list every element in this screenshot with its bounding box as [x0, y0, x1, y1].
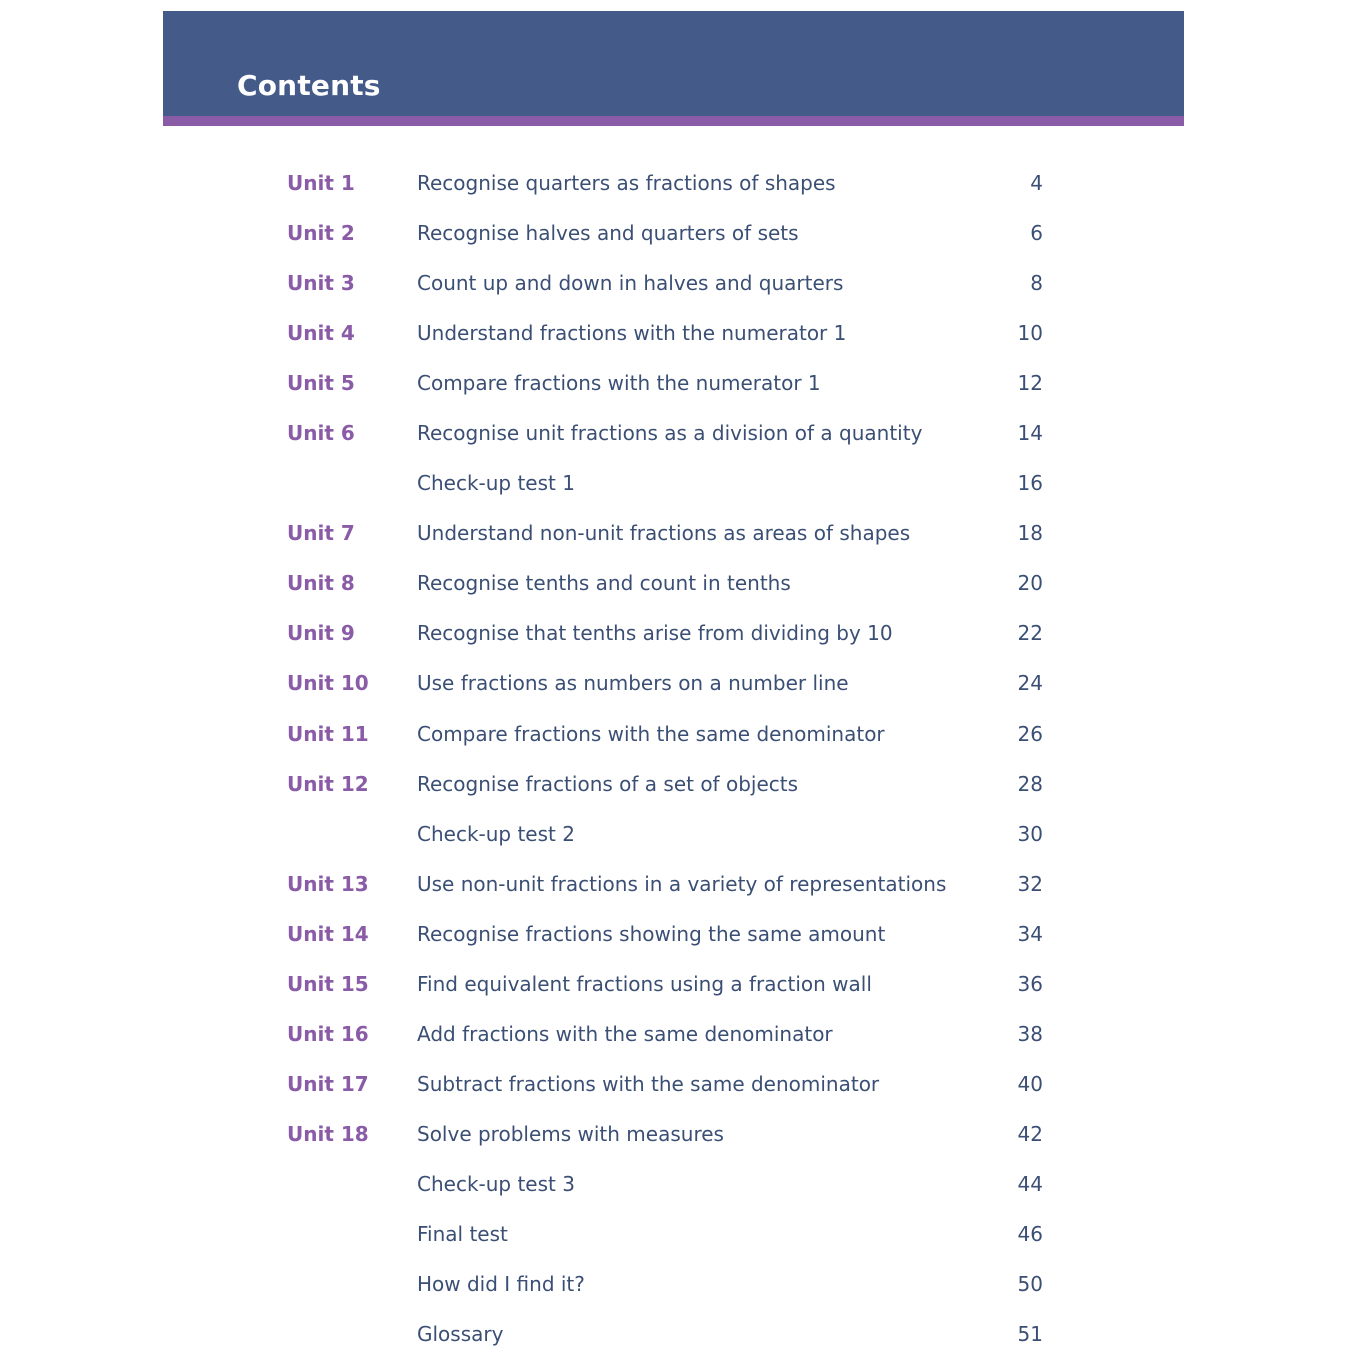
toc-unit-label: Unit 15: [287, 971, 369, 996]
toc-entry-title: Final test: [417, 1222, 508, 1246]
toc-entry[interactable]: [287, 1109, 1047, 1159]
toc-entry-title: Understand fractions with the numerator 1: [417, 321, 847, 346]
toc-page-number: 26: [1017, 721, 1043, 746]
toc-unit-label: Unit 11: [287, 721, 369, 746]
toc-unit-label: Unit 17: [287, 1071, 369, 1096]
toc-page-number: 14: [1017, 421, 1043, 446]
toc-page-number: 24: [1017, 671, 1043, 696]
toc-entry-title: How did I find it?: [417, 1272, 585, 1297]
toc-page-number: 6: [1030, 221, 1043, 246]
toc-entry[interactable]: [287, 658, 1047, 708]
toc-page-number: 20: [1017, 571, 1043, 596]
toc-page-number: 46: [1017, 1222, 1043, 1246]
toc-entry-title: Recognise tenths and count in tenths: [417, 571, 791, 596]
toc-entry-title: Glossary: [417, 1322, 504, 1347]
toc-page-number: 10: [1017, 321, 1043, 346]
toc-entry-title: Check-up test 1: [417, 471, 575, 496]
toc-entry[interactable]: [287, 1209, 1047, 1259]
toc-entry[interactable]: [287, 709, 1047, 759]
toc-unit-label: Unit 7: [287, 521, 355, 546]
toc-page-number: 30: [1017, 821, 1043, 846]
toc-entry-title: Understand non-unit fractions as areas of shapes: [417, 521, 911, 546]
toc-page-number: 18: [1017, 521, 1043, 546]
contents-banner: [163, 11, 1184, 116]
toc-unit-label: Unit 13: [287, 871, 369, 896]
toc-entry-title: Check-up test 3: [417, 1171, 575, 1196]
toc-entry[interactable]: [287, 1009, 1047, 1059]
toc-page-number: 44: [1017, 1171, 1043, 1196]
toc-page-number: 12: [1017, 371, 1043, 396]
toc-entry-title: Compare fractions with the numerator 1: [417, 371, 821, 396]
toc-entry[interactable]: [287, 759, 1047, 809]
toc-page-number: 34: [1017, 921, 1043, 946]
toc-entry[interactable]: [287, 1309, 1047, 1359]
toc-page-number: 51: [1017, 1322, 1043, 1347]
toc-entry[interactable]: [287, 208, 1047, 258]
toc-entry-title: Use non-unit fractions in a variety of representations: [417, 871, 947, 896]
toc-page-number: 16: [1017, 471, 1043, 496]
toc-unit-label: Unit 16: [287, 1021, 369, 1046]
toc-entry[interactable]: [287, 1059, 1047, 1109]
toc-page-number: 28: [1017, 771, 1043, 796]
toc-page-number: 36: [1017, 971, 1043, 996]
toc-unit-label: Unit 2: [287, 221, 355, 246]
toc-page-number: 22: [1017, 621, 1043, 646]
toc-entry-title: Recognise fractions showing the same amount: [417, 921, 886, 946]
toc-entry[interactable]: [287, 1159, 1047, 1209]
toc-page-number: 40: [1017, 1071, 1043, 1096]
toc-page-number: 42: [1017, 1121, 1043, 1146]
toc-entry-title: Recognise halves and quarters of sets: [417, 221, 799, 246]
toc-unit-label: Unit 12: [287, 771, 369, 796]
toc-entry-title: Subtract fractions with the same denominator: [417, 1071, 880, 1096]
toc-page-number: 38: [1017, 1021, 1043, 1046]
toc-entry[interactable]: [287, 408, 1047, 458]
toc-entry[interactable]: [287, 959, 1047, 1009]
toc-unit-label: Unit 18: [287, 1121, 369, 1146]
banner-stripe: [163, 116, 1184, 126]
toc-entry[interactable]: [287, 308, 1047, 358]
toc-unit-label: Unit 10: [287, 671, 369, 696]
toc-entry-title: Find equivalent fractions using a fraction wall: [417, 971, 872, 996]
toc-entry[interactable]: [287, 809, 1047, 859]
toc-unit-label: Unit 3: [287, 271, 355, 296]
toc-unit-label: Unit 6: [287, 421, 355, 446]
toc-entry-title: Check-up test 2: [417, 821, 575, 846]
toc-entry-title: Solve problems with measures: [417, 1121, 724, 1146]
toc-entry[interactable]: [287, 1259, 1047, 1309]
toc-entry[interactable]: [287, 558, 1047, 608]
page-title: Contents: [237, 69, 381, 102]
toc-entry[interactable]: [287, 158, 1047, 208]
toc-page-number: 50: [1017, 1272, 1043, 1297]
toc-entry[interactable]: [287, 508, 1047, 558]
toc-entry-title: Recognise unit fractions as a division of a quantity: [417, 421, 923, 446]
toc-entry-title: Recognise quarters as fractions of shapes: [417, 171, 836, 196]
toc-page-number: 32: [1017, 871, 1043, 896]
toc-unit-label: Unit 8: [287, 571, 355, 596]
toc-unit-label: Unit 14: [287, 921, 369, 946]
toc-entry[interactable]: [287, 458, 1047, 508]
toc-entry-title: Use fractions as numbers on a number line: [417, 671, 849, 696]
toc-unit-label: Unit 5: [287, 371, 355, 396]
toc-entry-title: Add fractions with the same denominator: [417, 1021, 833, 1046]
table-of-contents: [287, 158, 1047, 1359]
toc-entry[interactable]: [287, 909, 1047, 959]
toc-page-number: 8: [1030, 271, 1043, 296]
toc-entry-title: Recognise that tenths arise from dividing by 10: [417, 621, 893, 646]
toc-entry[interactable]: [287, 859, 1047, 909]
toc-unit-label: Unit 4: [287, 321, 355, 346]
toc-entry-title: Compare fractions with the same denominator: [417, 721, 885, 746]
toc-page-number: 4: [1030, 171, 1043, 196]
toc-unit-label: Unit 1: [287, 171, 355, 196]
toc-entry[interactable]: [287, 608, 1047, 658]
toc-entry[interactable]: [287, 358, 1047, 408]
toc-unit-label: Unit 9: [287, 621, 355, 646]
toc-entry-title: Recognise fractions of a set of objects: [417, 771, 799, 796]
toc-entry[interactable]: [287, 258, 1047, 308]
toc-entry-title: Count up and down in halves and quarters: [417, 271, 844, 296]
